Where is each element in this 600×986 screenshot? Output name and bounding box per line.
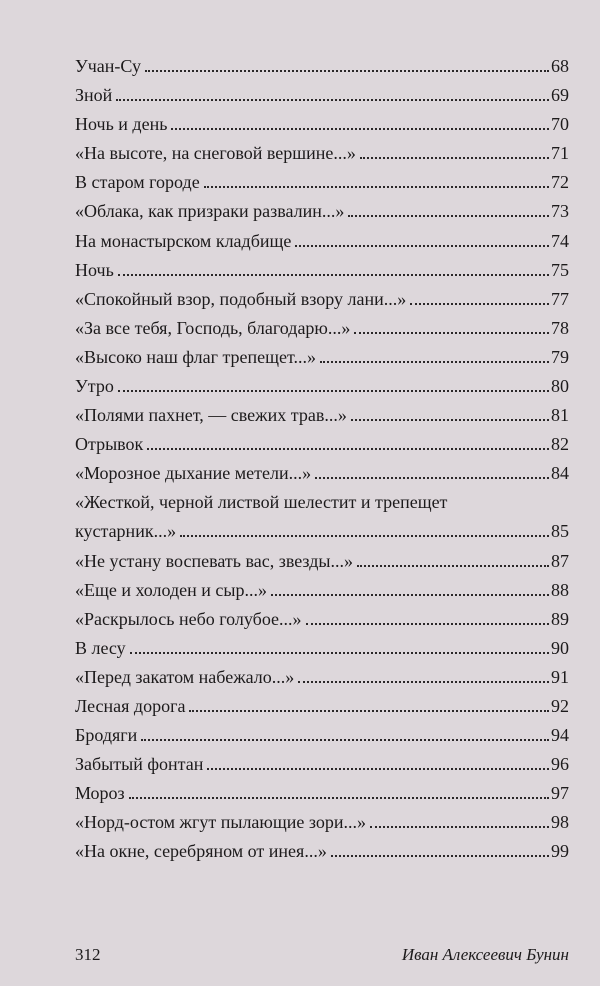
toc-entry-page: 80 <box>551 376 569 397</box>
dot-leader <box>348 215 549 217</box>
toc-entry-title: «Не устану воспевать вас, звезды...» <box>75 550 353 571</box>
dot-leader <box>331 855 549 857</box>
toc-entry-title: Ночь и день <box>75 114 168 135</box>
toc-entry-page: 94 <box>551 725 569 746</box>
table-of-contents <box>75 56 569 871</box>
toc-entry-title: «За все тебя, Господь, благодарю...» <box>75 317 351 338</box>
toc-entry <box>75 638 569 658</box>
toc-entry <box>75 260 569 280</box>
toc-entry <box>75 85 569 105</box>
toc-entry-title: Зной <box>75 85 113 106</box>
dot-leader <box>204 186 549 188</box>
toc-entry-title: «На высоте, на снеговой вершине...» <box>75 143 356 164</box>
toc-entry-title: Забытый фонтан <box>75 754 204 775</box>
toc-entry-page: 81 <box>551 405 569 426</box>
dot-leader <box>207 768 549 770</box>
toc-entry-page: 91 <box>551 666 569 687</box>
dot-leader <box>271 594 549 596</box>
toc-entry-title: Мороз <box>75 783 125 804</box>
toc-entry-title: «Высоко наш флаг трепещет...» <box>75 346 317 367</box>
dot-leader <box>360 157 549 159</box>
toc-entry-page: 69 <box>551 85 569 106</box>
toc-entry-page: 74 <box>551 230 569 251</box>
toc-entry-title: На монастырском кладбище <box>75 230 292 251</box>
toc-entry-page: 72 <box>551 172 569 193</box>
toc-entry-page: 68 <box>551 56 569 76</box>
toc-entry-page: 85 <box>551 521 569 542</box>
dot-leader <box>320 361 549 363</box>
dot-leader <box>171 128 549 130</box>
toc-entry-title: «На окне, серебряном от инея...» <box>75 841 327 862</box>
toc-entry-page: 88 <box>551 579 569 600</box>
dot-leader <box>180 535 549 537</box>
dot-leader <box>295 245 549 247</box>
dot-leader <box>116 99 549 101</box>
toc-entry-page: 78 <box>551 317 569 338</box>
toc-entry-page: 71 <box>551 143 569 164</box>
toc-entry <box>75 56 569 76</box>
toc-entry-title: «Норд-остом жгут пылающие зори...» <box>75 812 366 833</box>
toc-entry-page: 79 <box>551 346 569 367</box>
dot-leader <box>298 681 549 683</box>
toc-entry <box>75 318 569 338</box>
dot-leader <box>147 448 549 450</box>
toc-entry-page: 75 <box>551 259 569 280</box>
toc-entry-title: «Раскрылось небо голубое...» <box>75 608 302 629</box>
dot-leader <box>118 390 549 392</box>
toc-entry <box>75 172 569 192</box>
toc-entry-page: 89 <box>551 608 569 629</box>
page-footer <box>75 945 569 965</box>
dot-leader <box>354 332 549 334</box>
toc-entry-title: «Еще и холоден и сыр...» <box>75 579 268 600</box>
toc-entry-page: 98 <box>551 812 569 833</box>
dot-leader <box>357 565 549 567</box>
toc-entry-title: «Спокойный взор, подобный взору лани...» <box>75 288 407 309</box>
toc-entry-page: 82 <box>551 434 569 455</box>
toc-entry-title: Ночь <box>75 259 114 280</box>
dot-leader <box>118 274 549 276</box>
dot-leader <box>306 623 549 625</box>
toc-entry <box>75 580 569 600</box>
toc-entry-title: «Морозное дыхание метели...» <box>75 463 312 484</box>
dot-leader <box>129 797 549 799</box>
toc-entry <box>75 725 569 745</box>
toc-entry-title: «Полями пахнет, — свежих трав...» <box>75 405 347 426</box>
toc-entry <box>75 231 569 251</box>
toc-entry-page: 92 <box>551 695 569 716</box>
toc-entry-page: 70 <box>551 114 569 135</box>
toc-entry <box>75 376 569 396</box>
toc-entry-page: 96 <box>551 754 569 775</box>
dot-leader <box>410 303 549 305</box>
toc-entry-page: 90 <box>551 637 569 658</box>
dot-leader <box>351 419 549 421</box>
dot-leader <box>370 826 549 828</box>
page-number: 312 <box>75 945 101 964</box>
toc-entry <box>75 841 569 861</box>
toc-entry <box>75 696 569 716</box>
dot-leader <box>315 477 549 479</box>
toc-entry-page: 99 <box>551 841 569 862</box>
toc-entry-title: В лесу <box>75 637 126 658</box>
toc-entry <box>75 463 569 483</box>
toc-entry <box>75 201 569 221</box>
toc-entry-title: «Облака, как призраки развалин...» <box>75 201 345 222</box>
toc-entry-page: 87 <box>551 550 569 571</box>
dot-leader <box>130 652 549 654</box>
toc-entry-title: Утро <box>75 376 114 397</box>
toc-entry-title: Лесная дорога <box>75 695 186 716</box>
toc-entry-title-line2: кустарник...» <box>75 521 177 542</box>
toc-entry-title: Бродяги <box>75 725 138 746</box>
toc-entry <box>75 551 569 571</box>
running-author: Иван Алексеевич Бунин <box>401 945 569 964</box>
toc-entry <box>75 667 569 687</box>
toc-entry <box>75 492 569 541</box>
toc-entry <box>75 434 569 454</box>
toc-entry-title: Отрывок <box>75 434 144 455</box>
toc-entry <box>75 143 569 163</box>
toc-entry-page: 73 <box>551 201 569 222</box>
toc-entry <box>75 783 569 803</box>
dot-leader <box>141 739 549 741</box>
toc-entry-title: Учан-Су <box>75 56 141 76</box>
toc-entry <box>75 114 569 134</box>
toc-entry <box>75 812 569 832</box>
dot-leader <box>189 710 549 712</box>
toc-entry <box>75 609 569 629</box>
toc-entry <box>75 754 569 774</box>
toc-entry <box>75 289 569 309</box>
toc-entry-page: 77 <box>551 288 569 309</box>
toc-entry <box>75 405 569 425</box>
toc-entry-page: 97 <box>551 783 569 804</box>
dot-leader <box>145 70 549 72</box>
toc-entry <box>75 347 569 367</box>
toc-entry-title: В старом городе <box>75 172 200 193</box>
toc-entry-title: «Перед закатом набежало...» <box>75 666 295 687</box>
toc-entry-page: 84 <box>551 463 569 484</box>
toc-entry-title-line1: «Жесткой, черной листвой шелестит и трепещет <box>75 492 448 513</box>
